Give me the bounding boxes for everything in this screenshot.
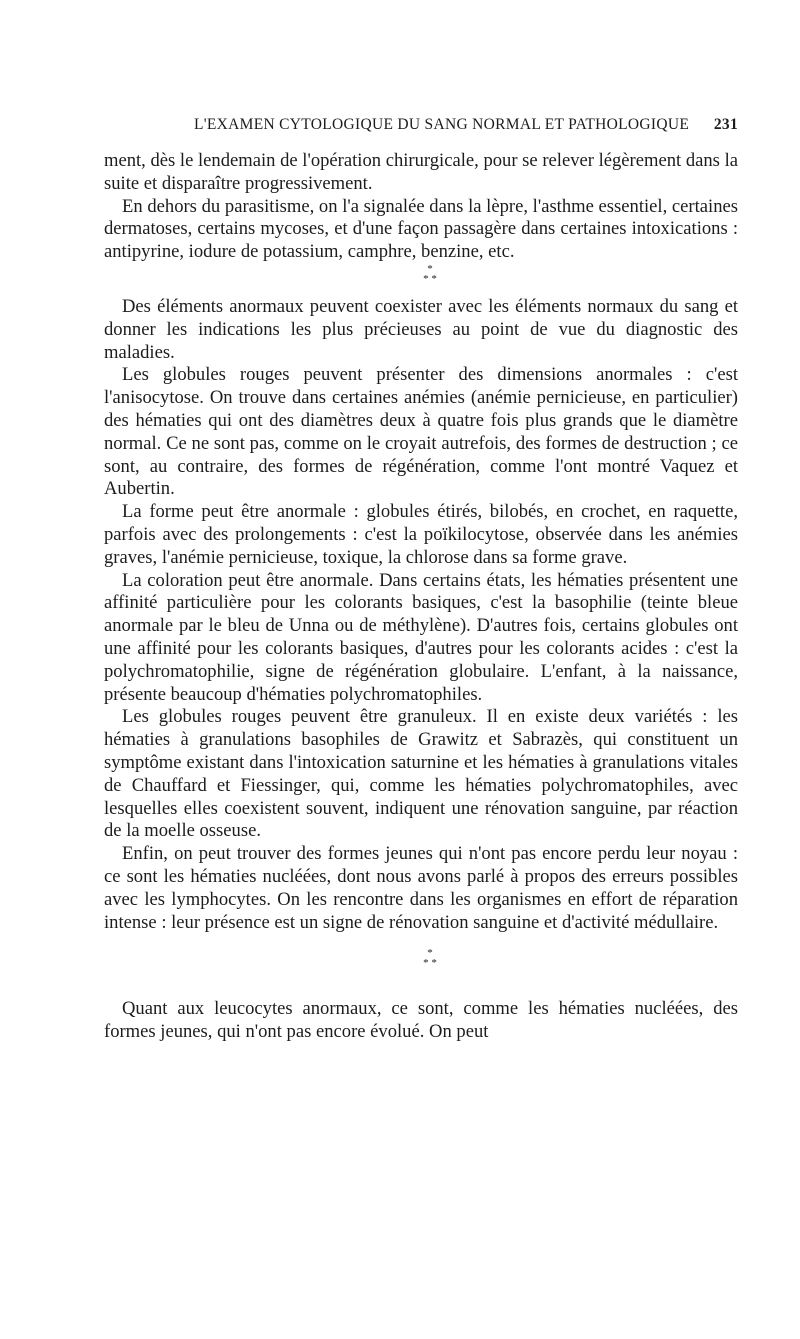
separator-star: * bbox=[427, 262, 433, 275]
body-text bbox=[104, 150, 738, 1044]
paragraph: En dehors du parasitisme, on l'a signalée dans la lèpre, l'asthme essentiel, certaines dermatoses, certains mycoses, et d'une façon passagère dans certaines intoxications : antipyrine, iodure de potassium, camphre, benzine, etc. bbox=[104, 195, 738, 263]
separator-stars: * * bbox=[423, 272, 437, 285]
section-separator bbox=[104, 948, 738, 968]
running-header bbox=[104, 116, 738, 138]
page-number: 231 bbox=[713, 116, 738, 133]
separator-star: * bbox=[427, 947, 433, 960]
paragraph: Les globules rouges peuvent présenter des dimensions anormales : c'est l'anisocytose. On trouve dans certaines anémies (anémie pernicieuse, en particulier) des hématies qui ont des diamètres deux à quatre fois plus grands que le diamètre normal. Ce ne sont pas, comme on le croyait autrefois, des formes de destruction ; ce sont, au contraire, des formes de régénération, comme l'ont montré Vaquez et Aubertin. bbox=[104, 364, 738, 500]
paragraph: Des éléments anormaux peuvent coexister avec les éléments normaux du sang et donner les indications les plus précieuses au point de vue du diagnostic des maladies. bbox=[104, 295, 738, 363]
separator-stars: * * bbox=[423, 957, 437, 970]
paragraph: Enfin, on peut trouver des formes jeunes qui n'ont pas encore perdu leur noyau : ce sont les hématies nucléées, dont nous avons parlé à propos des erreurs possibles avec les lymphocytes. On les rencontre dans les organismes en effort de réparation intense : leur présence est un signe de rénovation sanguine et d'activité médullaire. bbox=[104, 843, 738, 933]
section-separator bbox=[104, 264, 738, 284]
paragraph: ment, dès le lendemain de l'opération chirurgicale, pour se relever légèrement dans la suite et disparaître progressivement. bbox=[104, 150, 738, 194]
paragraph: La forme peut être anormale : globules étirés, bilobés, en crochet, en raquette, parfois avec des prolongements : c'est la poïkilocytose, observée dans les anémies graves, l'anémie pernicieuse, toxique, la chlorose dans sa forme grave. bbox=[104, 501, 738, 568]
running-title: L'EXAMEN CYTOLOGIQUE DU SANG NORMAL ET PATHOLOGIQUE bbox=[194, 116, 690, 133]
paragraph: La coloration peut être anormale. Dans certains états, les hématies présentent une affinité particulière pour les colorants basiques, c'est la basophilie (teinte bleue anormale par le bleu de Unna ou de méthylène). D'autres fois, certains globules ont une affinité pour les colorants basiques, d'autres pour les colorants acides : c'est la polychromatophilie, signe de régénération globulaire. L'enfant, à la naissance, présente beaucoup d'hématies polychromatophiles. bbox=[104, 569, 738, 705]
paragraph: Quant aux leucocytes anormaux, ce sont, comme les hématies nucléées, des formes jeunes, qui n'ont pas encore évolué. On peut bbox=[104, 998, 738, 1043]
paragraph: Les globules rouges peuvent être granuleux. Il en existe deux variétés : les hématies à granulations basophiles de Grawitz et Sabrazès, qui constituent un symptôme existant dans l'intoxication saturnine et les hématies à granulations vitales de Chauffard et Fiessinger, qui, comme les hématies polychromatophiles, avec lesquelles elles coexistent souvent, indiquent une rénovation sanguine, par réaction de la moelle osseuse. bbox=[104, 706, 738, 842]
